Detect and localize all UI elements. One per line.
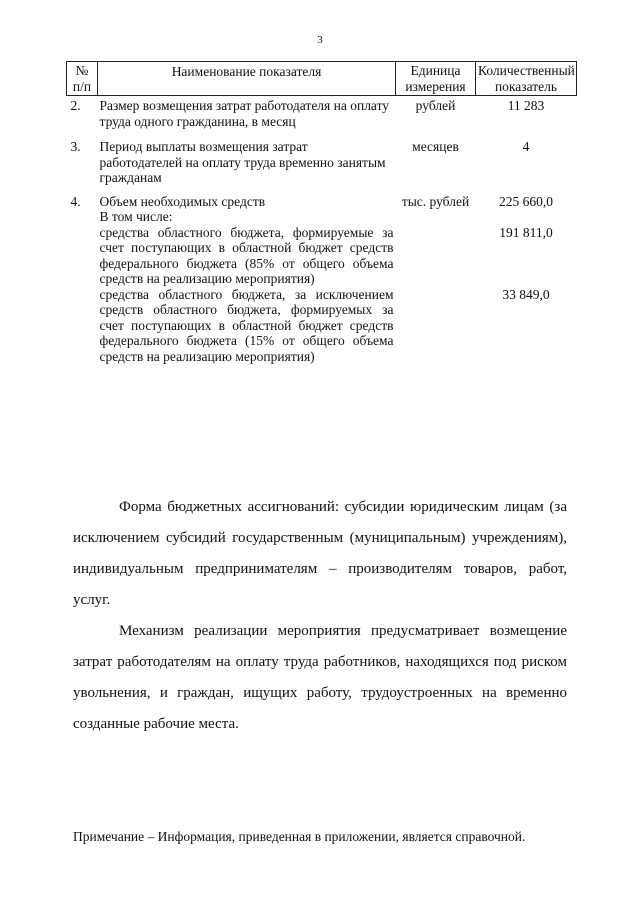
paragraph-budget-form: Форма бюджетных ассигнований: субсидии юридическим лицам (за исключением субсидий государственным (муниципальным) учреждениям), индивидуальным предпринимателям – производителям товаров, работ, услуг. bbox=[73, 499, 567, 608]
row-name: Объем необходимых средств bbox=[99, 193, 266, 209]
footnote: Примечание – Информация, приведенная в приложении, является справочной. bbox=[73, 829, 526, 844]
in-total-label: В том числе: bbox=[99, 209, 173, 224]
header-unit: Единица измерения bbox=[396, 62, 476, 96]
table-row bbox=[67, 129, 577, 186]
table-header-row bbox=[67, 62, 577, 96]
row-value: 11 283 bbox=[507, 98, 545, 113]
table-row bbox=[67, 209, 577, 225]
row-unit: тыс. рублей bbox=[401, 193, 470, 209]
header-name: Наименование показателя bbox=[98, 62, 396, 96]
subitem-name: средства областного бюджета, формируемые за счет поступающих в областной бюджет средств федерального бюджета (85% от общего объема средств на реализацию мероприятия) bbox=[99, 224, 394, 286]
indicators-table bbox=[66, 61, 577, 364]
row-name: Период выплаты возмещения затрат работодателей на оплату труда временно занятым гражданам bbox=[99, 139, 386, 185]
table-row bbox=[67, 186, 577, 210]
table-subrow bbox=[67, 287, 577, 365]
row-num: 2. bbox=[70, 98, 81, 113]
header-value: Количественный показатель bbox=[476, 62, 577, 96]
header-num: № п/п bbox=[67, 62, 98, 96]
row-name: Размер возмещения затрат работодателя на оплату труда одного гражданина, в месяц bbox=[99, 98, 390, 129]
row-unit: рублей bbox=[415, 98, 456, 113]
row-num: 3. bbox=[70, 139, 81, 154]
subitem-value: 191 811,0 bbox=[499, 224, 553, 240]
row-value: 225 660,0 bbox=[499, 193, 553, 209]
subitem-value: 33 849,0 bbox=[502, 286, 550, 302]
table-subrow bbox=[67, 225, 577, 287]
row-value: 4 bbox=[522, 139, 530, 154]
body-text bbox=[73, 492, 567, 740]
subitem-name: средства областного бюджета, за исключением средств областного бюджета, формируемых за счет поступающих в областной бюджет средств федерального бюджета (15% от общего объема средств на реализацию мероприятия) bbox=[99, 286, 394, 364]
row-num: 4. bbox=[70, 193, 81, 209]
page-number: 3 bbox=[317, 34, 323, 46]
paragraph-mechanism: Механизм реализации мероприятия предусматривает возмещение затрат работодателям на оплату труда работников, находящихся под риском увольнения, и граждан, ищущих работу, трудоустроенных на временно созданные рабочие места. bbox=[73, 623, 567, 732]
table-row bbox=[67, 96, 577, 130]
row-unit: месяцев bbox=[412, 139, 459, 154]
